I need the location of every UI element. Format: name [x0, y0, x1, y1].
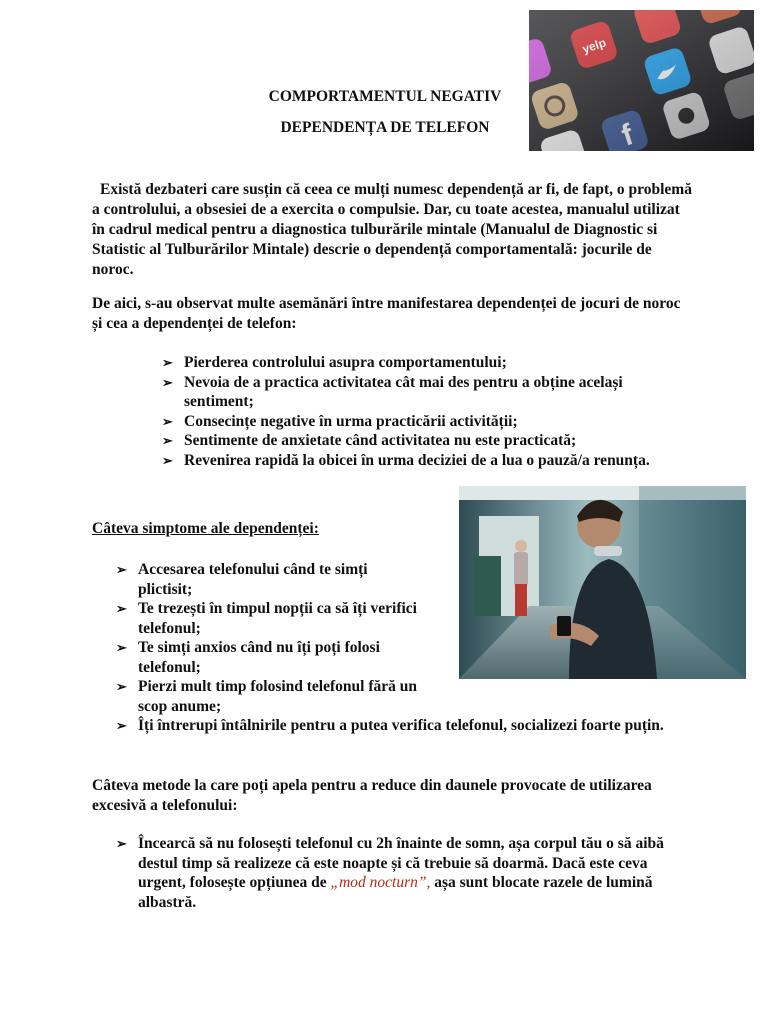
list-item: ➢ Te trezești în timpul nopții ca să îți verifici telefonul; [116, 600, 417, 637]
arrow-bullet-icon: ➢ [116, 836, 127, 851]
list-item: ➢ Pierderea controlului asupra comportamentului; [162, 354, 507, 371]
methods-heading: Câteva metode la care poți apela pentru a reduce din daunele provocate de utilizarea excesivă a telefonului: [92, 777, 652, 814]
methods-list [116, 834, 676, 912]
symptoms-list [116, 560, 446, 716]
arrow-bullet-icon: ➢ [162, 374, 173, 390]
list-item: ➢ Accesarea telefonului când te simți plictisit; [116, 561, 368, 598]
arrow-bullet-icon: ➢ [116, 562, 127, 577]
arrow-bullet-icon: ➢ [116, 640, 127, 655]
title-line-1: COMPORTAMENTUL NEGATIV [268, 88, 502, 105]
man-with-phone-photo [459, 486, 746, 679]
arrow-bullet-icon: ➢ [116, 718, 127, 733]
list-item: ➢ Îți întrerupi întâlnirile pentru a putea verifica telefonul, socializezi foarte puțin. [116, 717, 664, 734]
arrow-bullet-icon: ➢ [116, 679, 127, 694]
list-item: ➢ Te simți anxios când nu îți poți folosi telefonul; [116, 639, 380, 676]
title-line-2: DEPENDENȚA DE TELEFON [280, 119, 490, 136]
intro-paragraph-2: De aici, s-au observat multe asemănări între manifestarea dependenței de jocuri de noroc și cea a dependenței de telefon: [92, 295, 681, 332]
list-item: ➢ Nevoia de a practica activitatea cât mai des pentru a obține același sentiment; [162, 373, 623, 410]
arrow-bullet-icon: ➢ [162, 355, 173, 370]
arrow-bullet-icon: ➢ [162, 433, 173, 448]
list-item: ➢ Sentimente de anxietate când activitatea nu este practicată; [162, 432, 577, 449]
list-item: ➢ Pierzi mult timp folosind telefonul fără un scop anume; [116, 678, 417, 715]
app-icons-image [529, 10, 754, 151]
similarities-list [162, 353, 652, 470]
arrow-bullet-icon: ➢ [116, 601, 127, 616]
list-item: ➢ Încearcă să nu folosești telefonul cu 2h înainte de somn, așa corpul tău o să aibă destul timp să realizeze că este noapte și că trebuie să doarmă. Dacă este ceva urgent, folosește opțiunea de „mod nocturn”, așa sunt blocate razele de lumină albastră. [116, 835, 664, 911]
intro-paragraph: Există dezbateri care susțin că ceea ce mulți numesc dependență ar fi, de fapt, o problemă a controlului, a obsesiei de a exercita o compulsie. Dar, cu toate acestea, manualul utilizat în cadrul medical pentru a diagnostica tulburările mintale (Manualul de Diagnostic si Statistic al Tulburărilor Mintale) descrie o dependență comportamentală: jocurile de noroc. [92, 181, 692, 278]
list-item: ➢ Consecințe negative în urma practicării activității; [162, 412, 518, 430]
symptoms-list-wide [116, 716, 676, 736]
symptoms-heading: Câteva simptome ale dependenței: [92, 520, 319, 537]
list-item: ➢ Revenirea rapidă la obicei în urma deciziei de a lua o pauză/a renunța. [162, 451, 650, 469]
arrow-bullet-icon: ➢ [162, 452, 173, 468]
arrow-bullet-icon: ➢ [162, 413, 173, 429]
night-mode-term: „mod nocturn”, [330, 874, 431, 891]
